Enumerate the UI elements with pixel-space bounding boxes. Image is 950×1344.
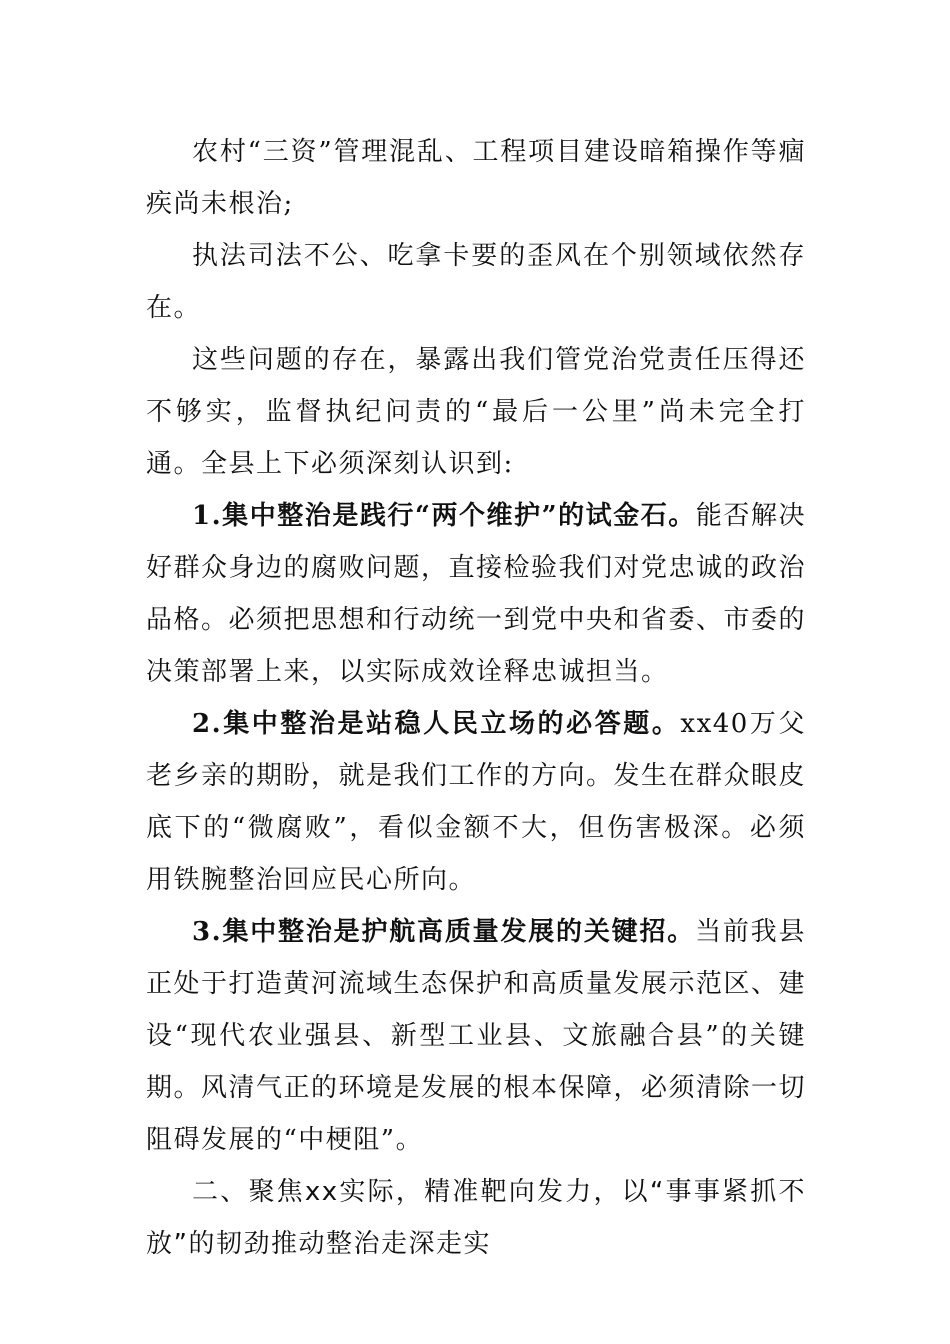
- paragraph-text: 执法司法不公、吃拿卡要的歪风在个别领域依然存在。: [146, 241, 806, 323]
- paragraph-text: 农村“三资”管理混乱、工程项目建设暗箱操作等痼疾尚未根治;: [146, 137, 806, 219]
- paragraph-problems-exposed: [146, 334, 806, 490]
- paragraph-lead-bold: 2.集中整治是站稳人民立场的必答题。: [192, 709, 681, 739]
- paragraph-rural-assets: [146, 126, 806, 230]
- document-body: [146, 126, 806, 1270]
- paragraph-text: 当前我县正处于打造黄河流域生态保护和高质量发展示范区、建设“现代农业强县、新型工业县、文旅融合县”的关键期。风清气正的环境是发展的根本保障，必须清除一切阻碍发展的“中梗阻”。: [146, 917, 807, 1155]
- paragraph-point-1: [146, 490, 806, 698]
- paragraph-text: xx40万父老乡亲的期盼，就是我们工作的方向。发生在群众眼皮底下的“微腐败”，看似金额不大，但伤害极深。必须用铁腕整治回应民心所向。: [146, 709, 807, 895]
- section-heading-text: 二、聚焦xx实际，精准靶向发力，以“事事紧抓不放”的韧劲推动整治走深走实: [146, 1177, 806, 1259]
- section-heading: [146, 1166, 806, 1270]
- paragraph-lead-bold: 1.集中整治是践行“两个维护”的试金石。: [192, 501, 696, 531]
- paragraph-text: 能否解决好群众身边的腐败问题，直接检验我们对党忠诚的政治品格。必须把思想和行动统一到党中央和省委、市委的决策部署上来，以实际成效诠释忠诚担当。: [146, 501, 807, 687]
- paragraph-lead-bold: 3.集中整治是护航高质量发展的关键招。: [192, 917, 696, 947]
- paragraph-law-enforcement: [146, 230, 806, 334]
- paragraph-point-2: [146, 698, 806, 906]
- paragraph-text: 这些问题的存在，暴露出我们管党治党责任压得还不够实，监督执纪问责的“最后一公里”尚未完全打通。全县上下必须深刻认识到:: [146, 345, 806, 479]
- paragraph-point-3: [146, 906, 806, 1166]
